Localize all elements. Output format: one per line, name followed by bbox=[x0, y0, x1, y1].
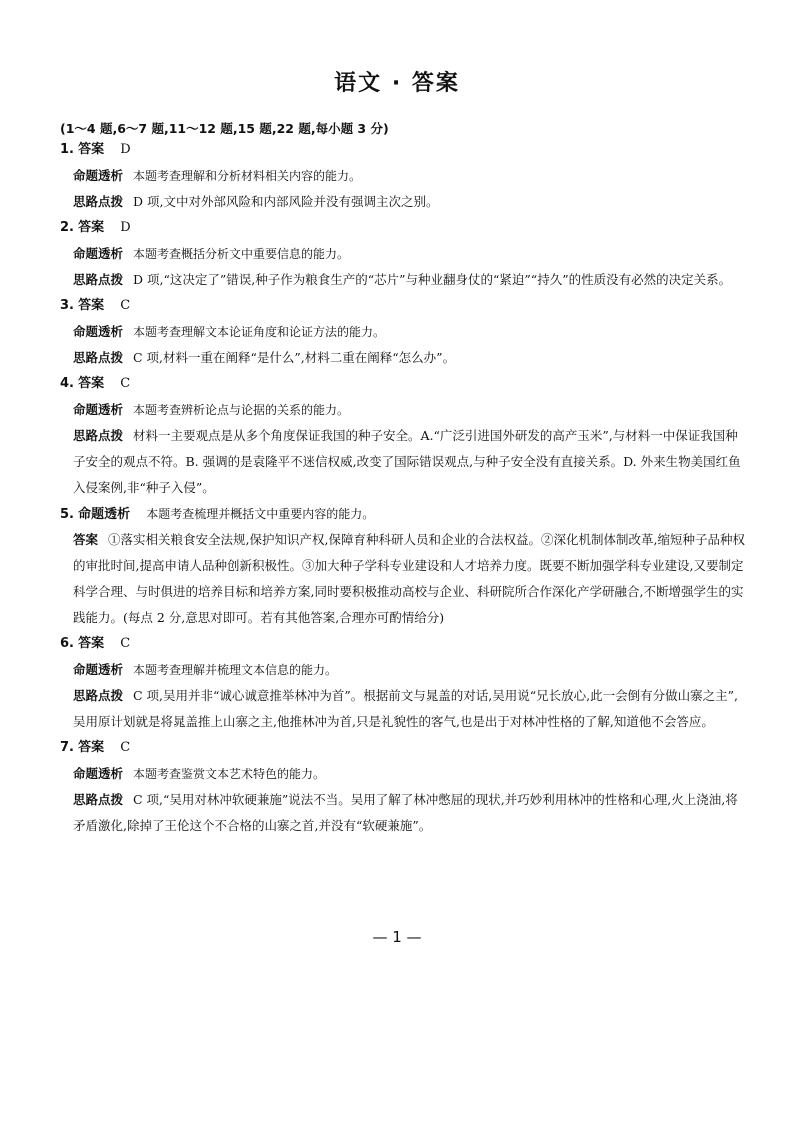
scoring-scope-note: (1～4 题,6～7 题,11～12 题,15 题,22 题,每小题 3 分) bbox=[60, 121, 389, 136]
answer-content bbox=[60, 137, 750, 839]
question-4-hint: 思路点拨 材料一主要观点是从多个角度保证我国的种子安全。A.“广泛引进国外研发的高产玉米”,与材料一中保证我国种子安全的观点不符。B. 强调的是袁隆平不迷信权威,改变了国际错误观点,与种子安全没有直接关系。D. 外来生物美国红鱼入侵案例,非“种子入侵”。 bbox=[73, 428, 741, 495]
question-5-answer: 答案 ①落实相关粮食安全法规,保护知识产权,保障育种科研人员和企业的合法权益。②深化机制体制改革,缩短种子品种权的审批时间,提高申请人品种创新积极性。③加大种子学科专业建设和人才培养力度。既要不断加强学科专业建设,又要制定科学合理、与时俱进的培养目标和培养方案,同时要积极推动高校与企业、科研院所合作深化产学研融合,不断增强学生的实践能力。(每点 2 分,意思对即可。若有其他答案,合理亦可酌情给分) bbox=[73, 532, 745, 625]
page-title: 语文 · 答案 bbox=[334, 71, 460, 96]
question-1-answer: 1. 答案 D bbox=[60, 142, 131, 157]
question-2-intent: 命题透析 本题考查概括分析文中重要信息的能力。 bbox=[73, 246, 350, 261]
question-4-intent: 命题透析 本题考查辨析论点与论据的关系的能力。 bbox=[73, 402, 350, 417]
question-1-intent: 命题透析 本题考查理解和分析材料相关内容的能力。 bbox=[73, 168, 362, 183]
page-number: — 1 — bbox=[372, 928, 422, 946]
question-7-answer: 7. 答案 C bbox=[60, 740, 131, 755]
question-6-answer: 6. 答案 C bbox=[60, 636, 131, 651]
question-5-intent: 5. 命题透析 本题考查梳理并概括文中重要内容的能力。 bbox=[60, 507, 375, 522]
question-3-hint: 思路点拨 C 项,材料一重在阐释“是什么”,材料二重在阐释“怎么办”。 bbox=[73, 350, 456, 365]
question-3-answer: 3. 答案 C bbox=[60, 298, 131, 313]
question-2-hint: 思路点拨 D 项,“这决定了”错误,种子作为粮食生产的“芯片”与种业翻身仗的“紧迫”“持久”的性质没有必然的决定关系。 bbox=[73, 272, 732, 287]
question-1-hint: 思路点拨 D 项,文中对外部风险和内部风险并没有强调主次之别。 bbox=[73, 194, 439, 209]
question-6-hint: 思路点拨 C 项,吴用并非“诚心诚意推举林冲为首”。根据前文与晁盖的对话,吴用说“兄长放心,此一会倒有分做山寨之主”,吴用原计划就是将晁盖推上山寨之主,他推林冲为首,只是礼貌性的客气,也是出于对林冲性格的了解,知道他不会答应。 bbox=[73, 688, 739, 729]
question-4-answer: 4. 答案 C bbox=[60, 376, 131, 391]
question-7-intent: 命题透析 本题考查鉴赏文本艺术特色的能力。 bbox=[73, 766, 326, 781]
question-2-answer: 2. 答案 D bbox=[60, 220, 131, 235]
question-6-intent: 命题透析 本题考查理解并梳理文本信息的能力。 bbox=[73, 662, 338, 677]
question-7-hint: 思路点拨 C 项,“吴用对林冲软硬兼施”说法不当。吴用了解了林冲憋屈的现状,并巧妙利用林冲的性格和心理,火上浇油,将矛盾激化,除掉了王伦这个不合格的山寨之首,并没有“软硬兼施”。 bbox=[73, 792, 738, 833]
question-3-intent: 命题透析 本题考查理解文本论证角度和论证方法的能力。 bbox=[73, 324, 386, 339]
